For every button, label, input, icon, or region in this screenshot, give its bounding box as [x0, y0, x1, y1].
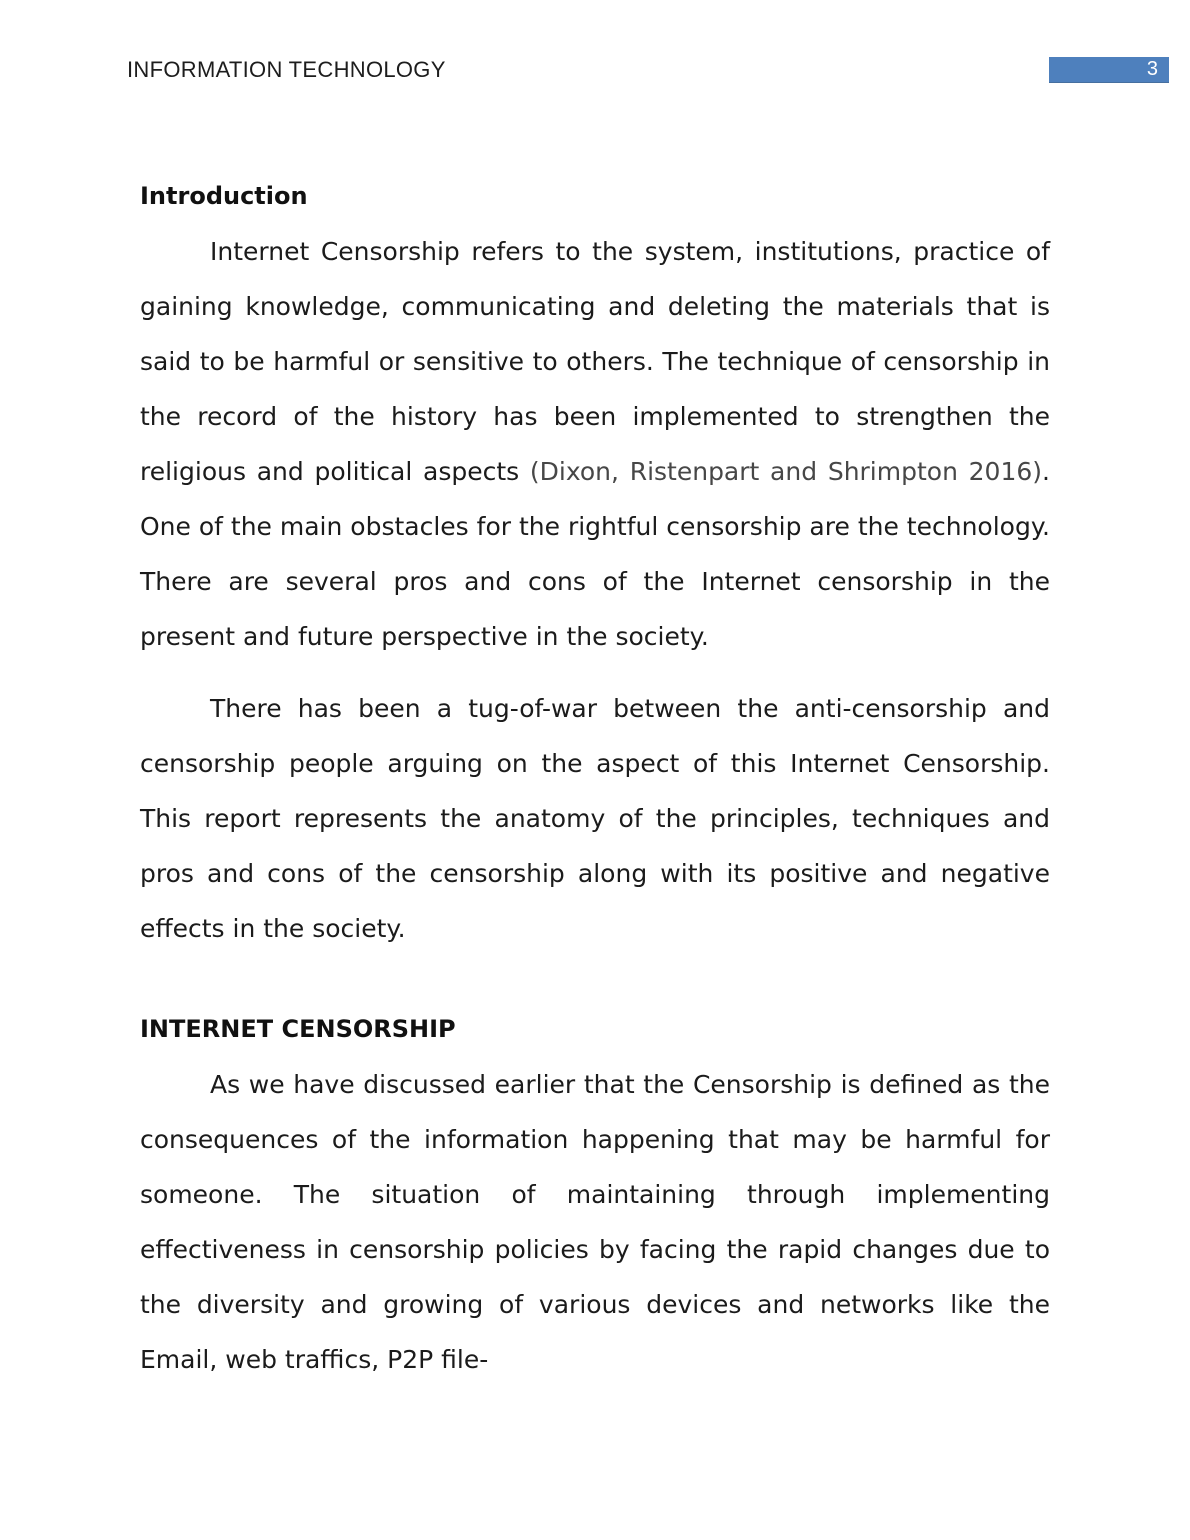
heading-internet-censorship: INTERNET CENSORSHIP [140, 1015, 456, 1043]
page-number-badge [1049, 57, 1169, 83]
paragraph-introduction-1 [140, 224, 1050, 664]
running-head: INFORMATION TECHNOLOGY [127, 57, 446, 82]
page-number: 3 [1146, 58, 1158, 80]
heading-introduction: Introduction [140, 182, 308, 210]
paragraph-text: Internet Censorship refers to the system, institutions, practice of gaining knowledge, communicating and deleting the materials that is said to be harmful or sensitive to others. The technique of censorship in the record of the history has been implemented to strengthen the religious and political aspects [140, 237, 1050, 486]
paragraph-text-continued: . One of the main obstacles for the rightful censorship are the technology. There are several pros and cons of the Internet censorship in the present and future perspective in the society. [140, 457, 1050, 651]
document-content [140, 0, 1050, 1387]
paragraph-introduction-2: There has been a tug-of-war between the anti-censorship and censorship people arguing on the aspect of this Internet Censorship. This report represents the anatomy of the principles, techniques and pros and cons of the censorship along with its positive and negative effects in the society. [140, 694, 1050, 943]
paragraph-internet-censorship-1: As we have discussed earlier that the Censorship is defined as the consequences of the information happening that may be harmful for someone. The situation of maintaining through implementing effectiveness in censorship policies by facing the rapid changes due to the diversity and growing of various devices and networks like the Email, web traffics, P2P file- [140, 1070, 1050, 1374]
citation-text: (Dixon, Ristenpart and Shrimpton 2016) [529, 457, 1043, 486]
